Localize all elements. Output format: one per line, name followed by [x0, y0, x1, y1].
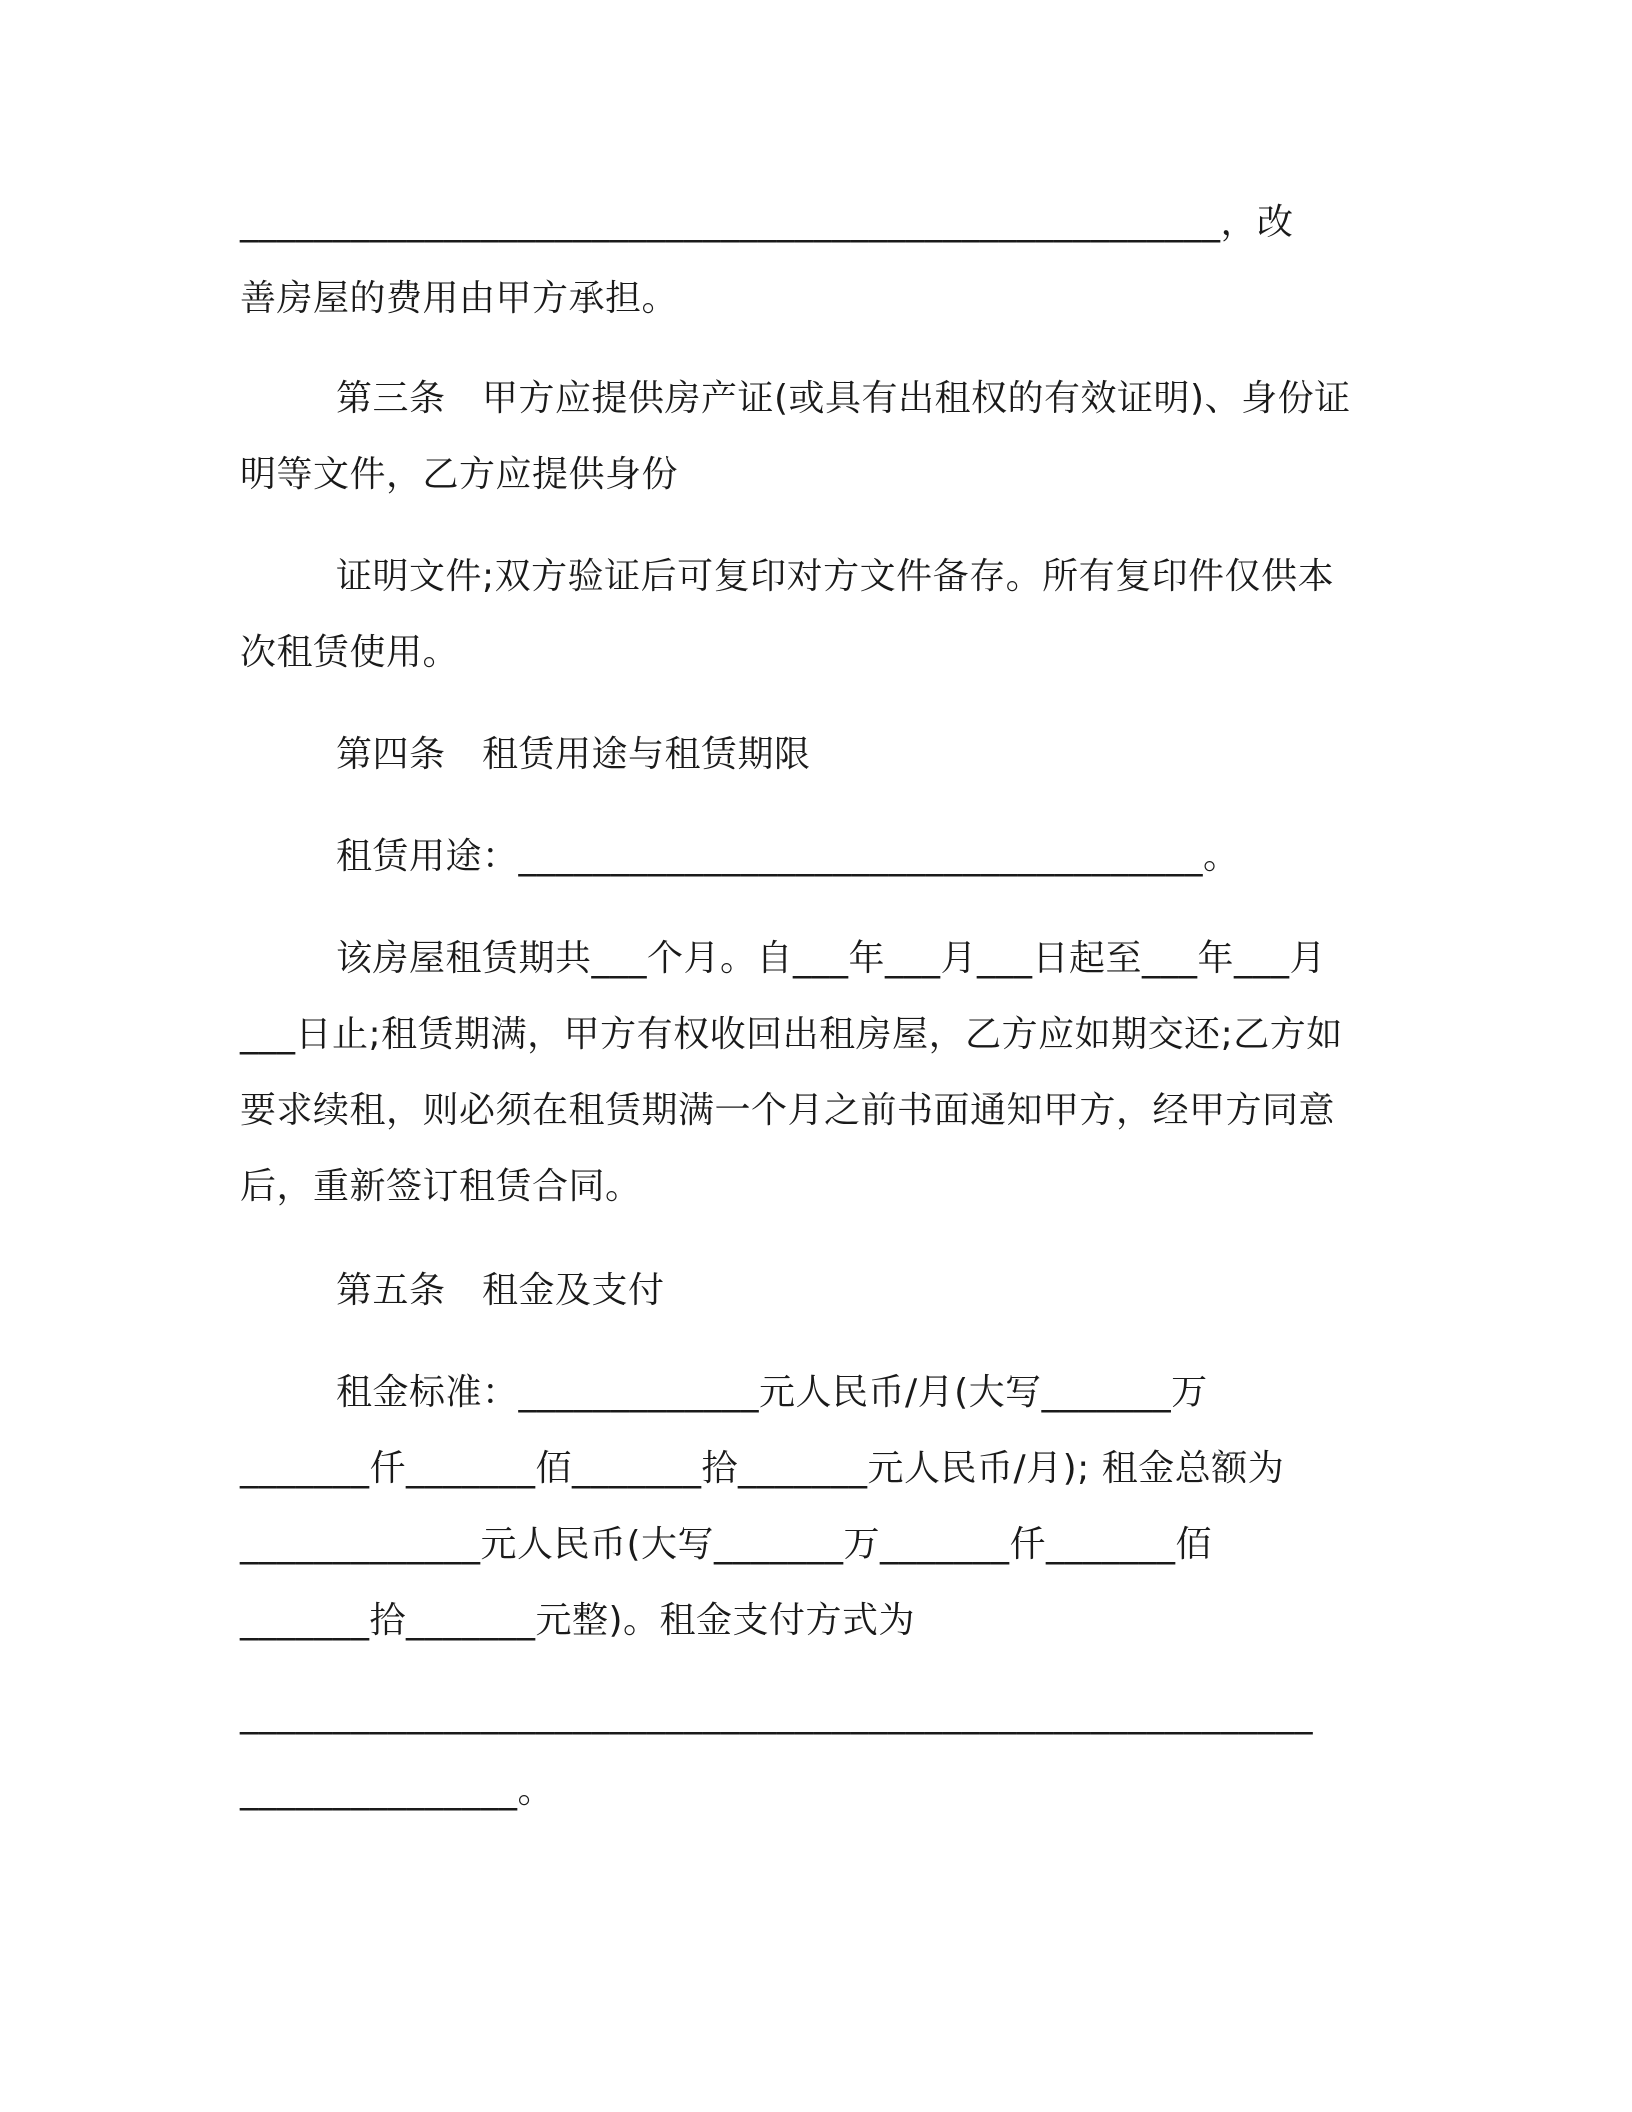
text-line-6: 次租赁使用。 — [240, 632, 460, 673]
text-line-5: 证明文件;双方验证后可复印对方文件备存。所有复印件仅供本 — [336, 556, 1335, 597]
lease-term-line-2: ___日止;租赁期满，甲方有权收回出租房屋，乙方应如期交还;乙方如 — [240, 1014, 1343, 1055]
article-4-heading: 第四条 租赁用途与租赁期限 — [336, 734, 811, 775]
article-3-heading-line: 第三条 甲方应提供房产证(或具有出租权的有效证明)、身份证 — [336, 378, 1351, 419]
payment-blank-line-2: _______________。 — [240, 1770, 554, 1811]
payment-blank-line-1: __________________________________________________________ — [240, 1694, 1313, 1735]
text-line-4: 明等文件，乙方应提供身份 — [240, 454, 679, 495]
rent-line-2: _______仟_______佰_______拾_______元人民币/月); 租金总额为 — [240, 1448, 1285, 1489]
lease-term-line-1: 该房屋租赁期共___个月。自___年___月___日起至___年___月 — [336, 938, 1327, 979]
rent-line-4: _______拾_______元整)。租金支付方式为 — [240, 1600, 916, 1641]
rent-line-1: 租金标准：_____________元人民币/月(大写_______万 — [336, 1372, 1208, 1413]
lease-purpose-line: 租赁用途：_____________________________________。 — [336, 836, 1240, 877]
rent-line-3: _____________元人民币(大写_______万_______仟_______佰 — [240, 1524, 1213, 1565]
article-5-heading: 第五条 租金及支付 — [336, 1270, 665, 1311]
lease-term-line-4: 后，重新签订租赁合同。 — [240, 1166, 642, 1207]
text-line-2: 善房屋的费用由甲方承担。 — [240, 278, 679, 319]
text-line-1: _____________________________________________________，改 — [240, 202, 1294, 243]
lease-term-line-3: 要求续租，则必须在租赁期满一个月之前书面通知甲方，经甲方同意 — [240, 1090, 1336, 1131]
